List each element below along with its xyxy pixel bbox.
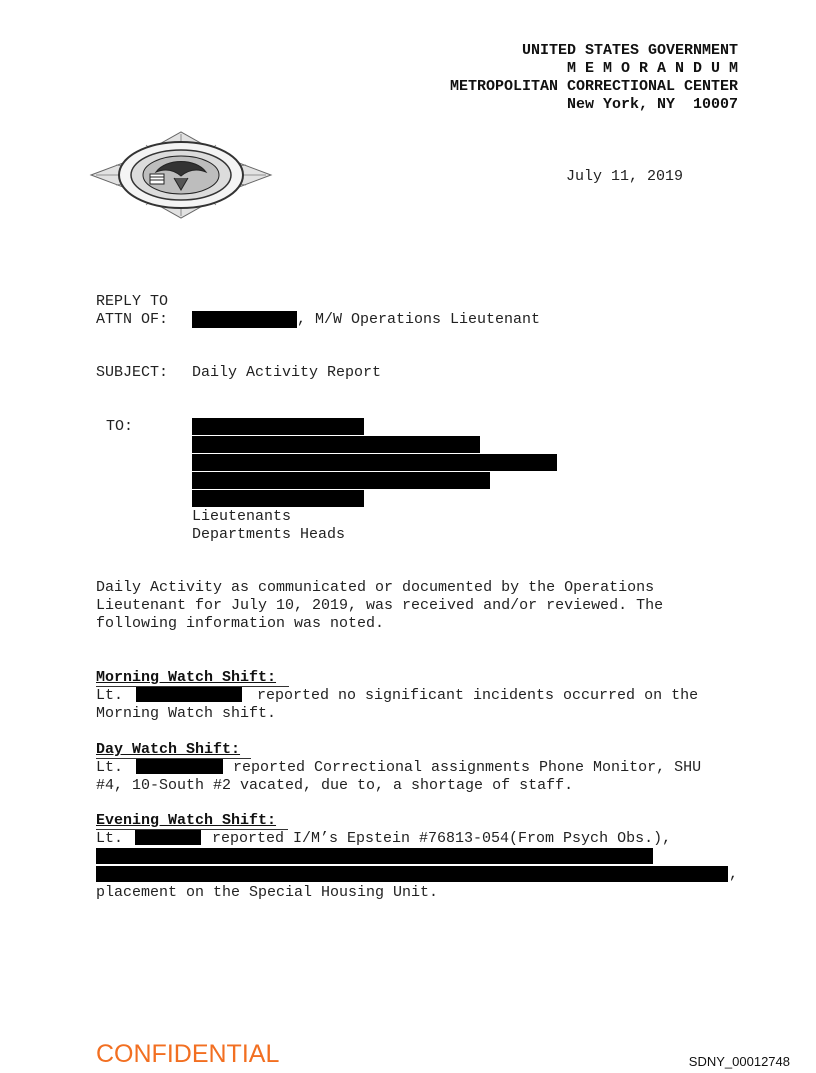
day-watch-prefix: Lt. — [96, 759, 124, 776]
day-watch-line-2: #4, 10-South #2 vacated, due to, a shortage of staff. — [96, 777, 574, 794]
attn-of-title: , M/W Operations Lieutenant — [297, 311, 541, 328]
intro-line-1: Daily Activity as communicated or documented by the Operations — [96, 579, 655, 596]
morning-watch-line-1: reported no significant incidents occurred on the — [257, 687, 699, 704]
redaction-bar — [192, 454, 557, 471]
day-watch-heading: Day Watch Shift: — [96, 741, 241, 758]
redaction-bar — [192, 490, 364, 507]
confidential-stamp: CONFIDENTIAL — [96, 1040, 280, 1068]
attn-of-label: ATTN OF: — [96, 311, 169, 328]
redaction-bar — [96, 848, 653, 864]
reply-to-label: REPLY TO — [96, 293, 169, 310]
redaction-bar — [192, 472, 490, 489]
evening-watch-trailing-comma: , — [729, 866, 739, 883]
to-label: TO: — [106, 418, 134, 435]
morning-watch-heading: Morning Watch Shift: — [96, 669, 277, 686]
intro-line-2: Lieutenant for July 10, 2019, was received and/or reviewed. The — [96, 597, 664, 614]
intro-line-3: following information was noted. — [96, 615, 385, 632]
evening-watch-heading: Evening Watch Shift: — [96, 812, 277, 829]
redaction-bar — [96, 866, 728, 882]
bates-number: SDNY_00012748 — [688, 1054, 790, 1069]
redaction-bar — [192, 436, 480, 453]
agency-seal-icon — [86, 130, 276, 220]
redaction-bar — [192, 311, 297, 328]
header-line-memorandum: M E M O R A N D U M — [566, 60, 738, 77]
subject-value: Daily Activity Report — [192, 364, 382, 381]
day-watch-line-1: reported Correctional assignments Phone Monitor, SHU — [233, 759, 702, 776]
morning-watch-line-2: Morning Watch shift. — [96, 705, 277, 722]
header-line-government: UNITED STATES GOVERNMENT — [521, 42, 738, 59]
evening-watch-line-1: reported I/M’s Epstein #76813-054(From Psych Obs.), — [212, 830, 672, 847]
to-recipient-lieutenants: Lieutenants — [192, 508, 292, 525]
redaction-bar — [136, 687, 242, 702]
redaction-bar — [135, 830, 201, 845]
redaction-bar — [192, 418, 364, 435]
evening-watch-line-last: placement on the Special Housing Unit. — [96, 884, 439, 901]
morning-watch-prefix: Lt. — [96, 687, 124, 704]
redaction-bar — [136, 759, 223, 774]
header-line-address: New York, NY 10007 — [566, 96, 738, 113]
memo-date: July 11, 2019 — [566, 168, 684, 185]
subject-label: SUBJECT: — [96, 364, 169, 381]
evening-watch-prefix: Lt. — [96, 830, 124, 847]
to-recipient-department-heads: Departments Heads — [192, 526, 346, 543]
header-line-facility: METROPOLITAN CORRECTIONAL CENTER — [449, 78, 738, 95]
